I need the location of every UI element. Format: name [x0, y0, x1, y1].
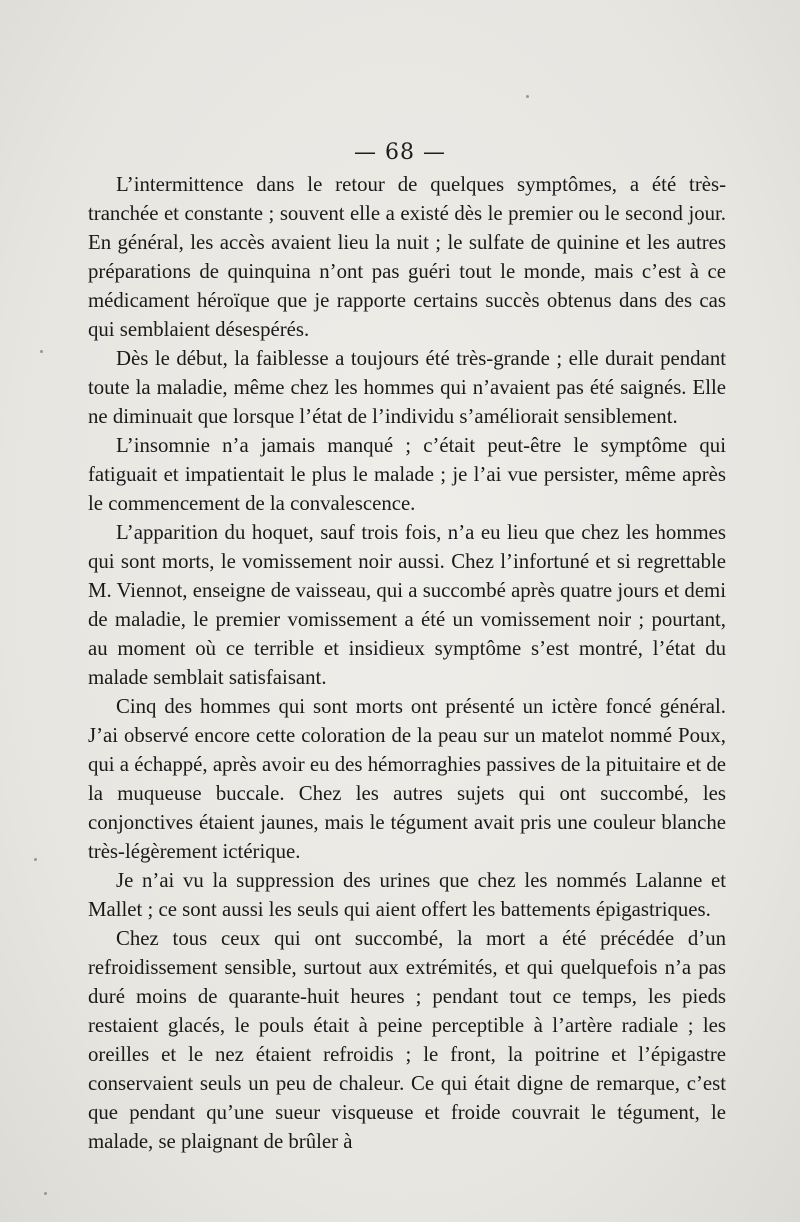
paragraph-urines: Je n’ai vu la suppression des urines que chez les nommés Lalanne et Mallet ; ce sont aussi les seuls qui aient offert les battements épigastriques.	[88, 869, 726, 921]
paper-speck	[40, 350, 43, 353]
paragraph-ictere: Cinq des hommes qui sont morts ont présenté un ictère foncé général. J’ai observé encore cette coloration de la peau sur un matelot nommé Poux, qui a échappé, après avoir eu des hémorraghies passives de la pituitaire et de la muqueuse buccale. Chez les autres sujets qui ont succombé, les conjonctives étaient jaunes, mais le tégument avait pris une couleur blanche très-légèrement ictérique.	[88, 695, 726, 863]
paper-speck	[526, 95, 529, 98]
paper-speck	[44, 1192, 47, 1195]
paragraph-faiblesse: Dès le début, la faiblesse a toujours été très-grande ; elle durait pendant toute la maladie, même chez les hommes qui n’avaient pas été saignés. Elle ne diminuait que lorsque l’état de l’individu s’améliorait sensiblement.	[88, 347, 726, 428]
paper-speck	[34, 858, 37, 861]
paragraph-hoquet: L’apparition du hoquet, sauf trois fois, n’a eu lieu que chez les hommes qui sont morts, le vomissement noir aussi. Chez l’infortuné et si regrettable M. Viennot, enseigne de vaisseau, qui a succombé après quatre jours et demi de maladie, le premier vomissement a été un vomissement noir ; pourtant, au moment où ce terrible et insidieux symptôme s’est montré, l’état du malade semblait satisfaisant.	[88, 521, 726, 689]
paragraph-refroidissement: Chez tous ceux qui ont succombé, la mort a été précédée d’un refroidissement sensible, surtout aux extrémités, et qui quelquefois n’a pas duré moins de quarante-huit heures ; pendant tout ce temps, les pieds restaient glacés, le pouls était à peine perceptible à l’artère radiale ; les oreilles et le nez étaient refroidis ; le front, la poitrine et l’épigastre conservaient seuls un peu de chaleur. Ce qui était digne de remarque, c’est que pendant qu’une sueur visqueuse et froide couvrait le tégument, le malade, se plaignant de brûler à	[88, 927, 726, 1153]
paragraph-intermittence: L’intermittence dans le retour de quelques symptômes, a été très-tranchée et constante ; souvent elle a existé dès le premier ou le second jour. En général, les accès avaient lieu la nuit ; le sulfate de quinine et les autres préparations de quinquina n’ont pas guéri tout le monde, mais c’est à ce médicament héroïque que je rapporte certains succès obtenus dans des cas qui semblaient désespérés.	[88, 173, 726, 341]
body-text	[88, 170, 726, 1156]
paragraph-insomnie: L’insomnie n’a jamais manqué ; c’était peut-être le symptôme qui fatiguait et impatientait le plus le malade ; je l’ai vue persister, même après le commencement de la convalescence.	[88, 434, 726, 515]
page-number: — 68 —	[354, 140, 446, 165]
